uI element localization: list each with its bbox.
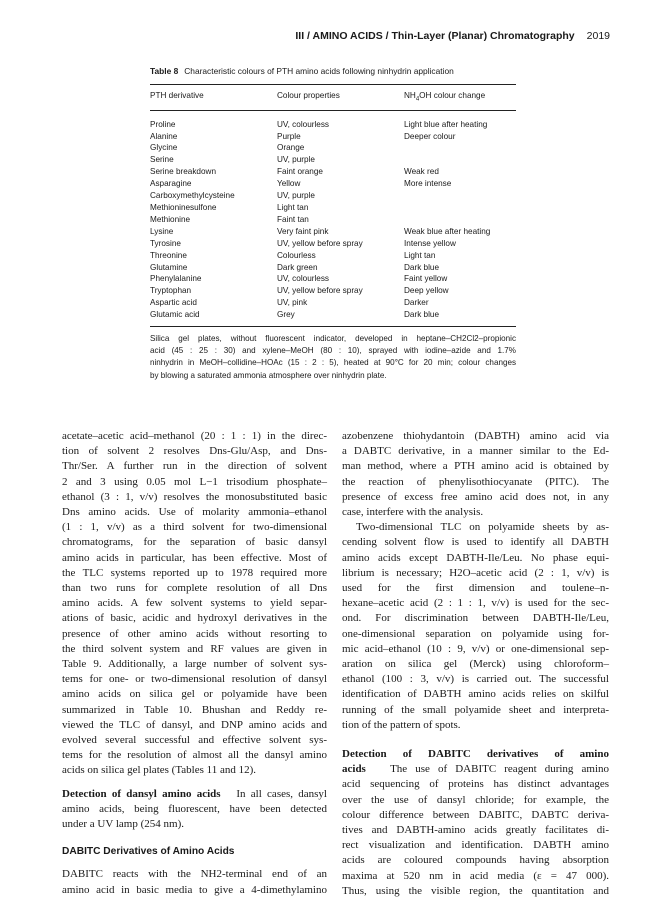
table-cell: Alanine (150, 131, 178, 141)
text-line: ethanol (100 : 3, v/v) is carried out. The successful (342, 673, 609, 686)
table-cell: Glutamic acid (150, 310, 200, 320)
table-cell: Aspartic acid (150, 298, 197, 308)
table-cell (404, 190, 516, 202)
text-line: colour difference between DABITC, DABTC deriva- (342, 808, 609, 821)
table-cell: UV, colourless (277, 119, 330, 129)
table-top-rule (150, 84, 516, 85)
table-cell: UV, purple (277, 155, 315, 165)
text-line: the third solvent system and RF values are given in (62, 642, 327, 655)
table-footnote-line: acid (45 : 25 : 30) and xylene–MeOH (80 : 10), sprayed with iodine–azide and 1.7% (150, 346, 516, 356)
text-line: acids on silica gel plates (Tables 11 and 12). (62, 764, 257, 777)
text-line: acids The use of DABITC reagent during amino (342, 763, 609, 776)
table-footnote-line: Silica gel plates, without fluorescent indicator, developed in heptane–CH2Cl2–propionic (150, 334, 516, 344)
table-row (150, 309, 516, 321)
text-line: viewed the TLC of dansyl, and DNP amino acids and (62, 718, 327, 731)
text-line: tems for one- or two-dimensional resolution of dansyl (62, 673, 327, 686)
text-line: cending solvent flow is used to identify all DABTH (342, 536, 609, 549)
text-line: Thr/Ser. A further run in the direction of solvent (62, 460, 327, 473)
text-line: evolved several successful and effective solvent sys- (62, 734, 327, 747)
text-line: amino acids except DABTH-Ile/Leu. No phase equi- (342, 551, 609, 564)
table-cell (404, 154, 516, 166)
text-line: tives and DABTH-amino acids greatly facilitates di- (342, 824, 609, 837)
text-line: tion of the pattern of spots. (342, 718, 461, 731)
text-line: amino acids in particular, has been effective. Most of (62, 551, 327, 564)
column-header-nh4oh: $NH_4OH$ colour change (404, 91, 486, 103)
table-cell: Dark blue (404, 262, 440, 272)
table-cell: Grey (277, 310, 295, 320)
section-heading: DABITC Derivatives of Amino Acids (62, 846, 235, 858)
text-line: Two-dimensional TLC on polyamide sheets by as- (356, 521, 609, 534)
table-row (150, 119, 516, 131)
body-paragraph (342, 429, 609, 520)
text-line: Table 9. Additionally, a large number of solvent sys- (62, 658, 327, 671)
table-cell: Deep yellow (404, 286, 449, 296)
table-row (150, 297, 516, 309)
text-line: amino acid in basic media to give a 4-dimethylamino (62, 883, 327, 896)
table-cell: Proline (150, 119, 176, 129)
table-row (150, 190, 516, 202)
table-row (150, 142, 516, 154)
table-cell: Orange (277, 143, 305, 153)
table-cell: Faint yellow (404, 274, 448, 284)
table-footnote-line: ninhydrin in MeOH–collidine–HOAc (15 : 2 : 5), heated at 90°C for 20 min; colour changes (150, 358, 516, 368)
table-cell: Asparagine (150, 179, 192, 189)
table-header-row (150, 90, 516, 106)
running-head-title: III / AMINO ACIDS / Thin-Layer (Planar) Chromatography (295, 30, 575, 42)
text-line: a DABTC derivative, in a manner similar to the Ed- (342, 445, 609, 458)
table-cell: Threonine (150, 250, 187, 260)
text-line: than two runs for complete resolution of all Dns (62, 582, 327, 595)
table-cell: More intense (404, 179, 452, 189)
table-cell: UV, yellow before spray (277, 238, 363, 248)
table-cell: Dark green (277, 262, 318, 272)
table-cell: Serine breakdown (150, 167, 216, 177)
text-line: Detection of dansyl amino acids In all cases, dansyl (62, 787, 327, 800)
text-line: case, interfere with the analysis. (342, 506, 484, 519)
text-line: man method, where a PTH amino acid is obtained by (342, 460, 609, 473)
text-line: ethanol (3 : 1, v/v) resolves the monosubstituted basic (62, 490, 327, 503)
text-line: summarized in Table 10. Bhushan and Reddy re- (62, 703, 327, 716)
table-cell: Tyrosine (150, 238, 181, 248)
table-cell: Serine (150, 155, 174, 165)
column-header: Colour properties (277, 91, 340, 100)
text-line: ations of basic, acidic and hydroxyl derivatives in the (62, 612, 327, 625)
text-line: mic acid–ethanol (10 : 9, v/v) or one-dimensional sep- (342, 642, 609, 655)
text-line: identification of DABTH amino acids relies on skilful (342, 688, 609, 701)
text-line: rect visualization and identification. DABTH amino (342, 839, 609, 852)
table-cell: Methioninesulfone (150, 202, 217, 212)
page-number: 2019 (586, 30, 610, 42)
table-cell: Yellow (277, 179, 301, 189)
text-line: the reaction of phenylisothiocyanate (PITC). The (342, 475, 609, 488)
table-row (150, 214, 516, 226)
table-cell: Very faint pink (277, 226, 329, 236)
table-row (150, 131, 516, 143)
table-cell: Deeper colour (404, 131, 456, 141)
table-label: Table 8 (150, 66, 179, 76)
table-row (150, 202, 516, 214)
table-cell: Faint tan (277, 214, 309, 224)
text-line: acid sequencing of proteins has distinct advantages (342, 778, 609, 791)
text-line: presence of excess free amino acid does not, in any (342, 490, 609, 503)
table-cell: Weak red (404, 167, 439, 177)
text-line: azobenzene thiohydantoin (DABTH) amino acid via (342, 430, 609, 442)
table-cell (404, 202, 516, 214)
table-cell: Darker (404, 298, 429, 308)
text-line: Thus, using the visible region, the quantitation and (342, 884, 609, 897)
table-cell: UV, purple (277, 191, 315, 201)
table-cell: Light tan (404, 250, 436, 260)
table-row (150, 262, 516, 274)
table-row (150, 250, 516, 262)
table-cell: UV, pink (277, 298, 308, 308)
text-line: hexane–acetic acid (2 : 1 : 1, v/v) is used for the sec- (342, 597, 609, 610)
table-row (150, 166, 516, 178)
text-line: acids are coloured compounds having absorption (342, 854, 609, 867)
text-line: chromatograms, for the separation of basic dansyl (62, 536, 327, 549)
table-cell: UV, yellow before spray (277, 286, 363, 296)
run-in-heading: Detection of DABITC derivatives of amino (342, 748, 609, 761)
text-line: used for the first dimension and toulene–n- (342, 582, 609, 595)
text-line: amino acids, being fluorescent, have been detected (62, 802, 327, 815)
text-line: presence of other amino acids without resorting to (62, 627, 327, 640)
table-cell: Purple (277, 131, 301, 141)
table-8 (150, 66, 516, 382)
run-in-heading: Detection of dansyl amino acids (62, 787, 221, 800)
table-cell: Glutamine (150, 262, 188, 272)
table-row (150, 285, 516, 297)
table-cell: Carboxymethylcysteine (150, 191, 235, 201)
text-line: Dns amino acids. Use of molarity ammonia–ethanol (62, 506, 327, 519)
table-row (150, 238, 516, 250)
table-cell (404, 214, 516, 226)
text-line: acetate–acetic acid–methanol (20 : 1 : 1) in the direc- (62, 430, 327, 442)
table-cell: Lysine (150, 226, 174, 236)
right-text-column (342, 429, 609, 899)
text-line: amino acids on silica gel or polyamide have been (62, 688, 327, 701)
body-paragraph (62, 867, 327, 897)
text-line: running of the small polyamide sheet and interpreta- (342, 703, 609, 716)
dansyl-detection-paragraph (62, 787, 327, 833)
table-cell: Methionine (150, 214, 191, 224)
text-line: over the use of dansyl chloride; for example, the (342, 793, 609, 806)
table-footnote-line: by blowing a saturated ammonia atmosphere over ninhydrin plate. (150, 370, 387, 380)
table-cell (404, 142, 516, 154)
text-line: maxima at 520 nm in acid media (ε = 47 000). (342, 869, 609, 882)
table-row (150, 273, 516, 285)
text-line: ond. For discrimination between DABTH-Ile/Leu, (342, 612, 609, 625)
table-cell: Colourless (277, 250, 316, 260)
table-cell: UV, colourless (277, 274, 330, 284)
table-bottom-rule (150, 326, 516, 327)
table-cell: Tryptophan (150, 286, 192, 296)
text-line: one-dimensional separation on polyamide using for- (342, 627, 609, 640)
text-line: (1 : 1, v/v) as a third solvent for two-dimensional (62, 521, 327, 534)
text-line: amino acids. A few solvent systems to yield separ- (62, 597, 327, 610)
table-cell: Faint orange (277, 167, 323, 177)
column-header: PTH derivative (150, 91, 204, 100)
table-row (150, 154, 516, 166)
table-footnote (150, 333, 516, 382)
body-paragraph (62, 429, 327, 779)
table-caption-text: Characteristic colours of PTH amino acids following ninhydrin application (184, 66, 454, 76)
text-line: aration on silica gel (Merck) using chloroform– (342, 658, 609, 671)
text-line: tems for the resolution of almost all the dansyl amino (62, 749, 327, 762)
table-cell: Light blue after heating (404, 119, 488, 129)
table-row (150, 178, 516, 190)
table-cell: Phenylalanine (150, 274, 202, 284)
text-line: under a UV lamp (254 nm). (62, 818, 184, 831)
table-cell: Light tan (277, 202, 309, 212)
table-cell: Weak blue after heating (404, 226, 491, 236)
table-body (150, 119, 516, 321)
text-line: DABITC reacts with the NH2-terminal end of an (62, 868, 327, 881)
table-header-rule (150, 110, 516, 111)
body-paragraph (342, 520, 609, 733)
text-line: the TLC systems reported up to 1978 required more (62, 566, 327, 579)
text-line: tion of solvent 2 resolves Dns-Glu/Asp, and Dns- (62, 445, 327, 458)
text-line: 2 and 3 using 0.05 mol L−1 trisodium phosphate– (62, 475, 327, 488)
table-cell: Dark blue (404, 310, 440, 320)
dabitc-detection-paragraph (342, 747, 609, 899)
left-text-column (62, 429, 327, 898)
table-row (150, 226, 516, 238)
table-cell: Intense yellow (404, 238, 456, 248)
table-cell: Glycine (150, 143, 178, 153)
text-line: librium is necessary; H2O–acetic acid (2 : 1, v/v) is (342, 566, 609, 579)
running-head (0, 30, 610, 42)
table-caption (150, 66, 516, 77)
